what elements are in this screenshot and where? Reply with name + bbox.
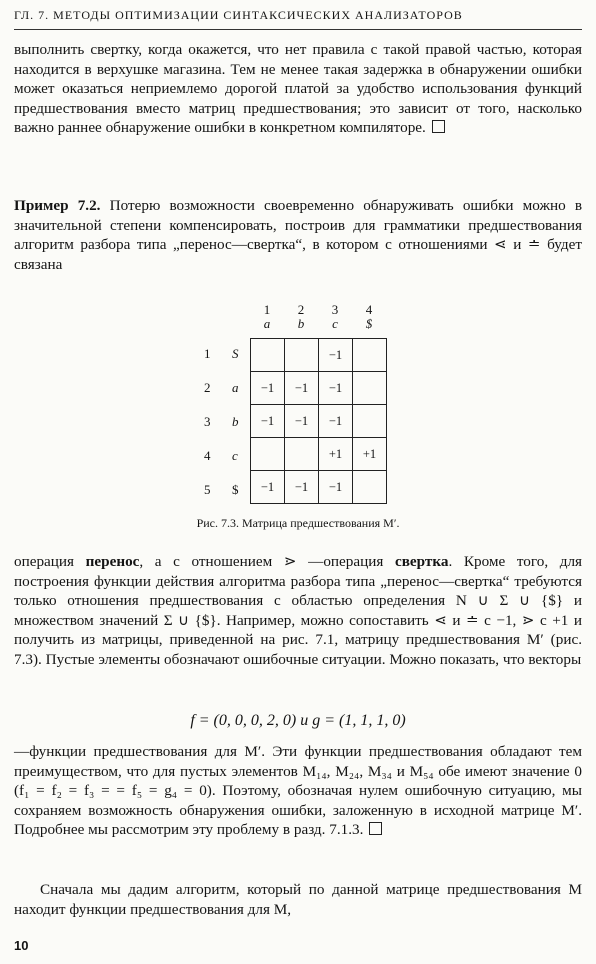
paragraph-3-text-c: , а с отношением ⋗ —операция [139, 553, 384, 570]
row-number: 2 [204, 380, 211, 395]
page-number: 10 [14, 938, 29, 953]
matrix-cell [353, 471, 387, 504]
matrix-cell [285, 339, 319, 372]
end-of-proof-icon [369, 822, 382, 835]
column-number: 1 [263, 302, 271, 317]
paragraph-1 [14, 40, 582, 138]
matrix-row [251, 471, 387, 504]
row-number: 5 [204, 482, 211, 497]
matrix-cell [353, 405, 387, 438]
matrix-column-symbols [0, 316, 596, 334]
matrix-cell: +1 [353, 438, 387, 471]
figure-caption: Рис. 7.3. Матрица предшествования M′. [196, 516, 400, 530]
paragraph-4-text: —функции предшествования для M′. Эти функции предшествования обладают тем преимуществом, что для пустых элементов M₁₄, M₂₄, M₃₄ и M₅₄ обе имеют значение 0 (f₁ = f₂ = f₃ = = f₅ = g₄ = 0). Поэтому, обозначая нулем ошибочную ситуацию, мы сохраняем возможность обнаружения ошибки, заложенную в исходной матрице M′. Подробнее мы рассмотрим эту проблему в разд. 7.1.3. [14, 743, 582, 839]
matrix-cell: −1 [285, 405, 319, 438]
term-reduce: свертка [394, 553, 449, 570]
paragraph-1-text: выполнить свертку, когда окажется, что нет правила с такой правой частью, которая находится в верхушке магазина. Тем не менее такая задержка в обнаружении ошибки может оказаться неприемлемо дорогой платой за удобство использования функций предшествования вместо матриц предшествования; это зависит от того, насколько важно раннее обнаружение ошибки в конкретном компиляторе. [14, 41, 582, 137]
matrix-cell: −1 [319, 405, 353, 438]
matrix-cell [353, 372, 387, 405]
matrix-row [251, 372, 387, 405]
example-text: Потерю возможности своевременно обнаруживать ошибки можно в значительной степени компенсировать, построив для грамматики предшествования алгоритм разбора типа „перенос—свертка“, в котором с отношениями ⋖ и ≐ будет связана [14, 197, 582, 273]
matrix-cell: −1 [285, 372, 319, 405]
column-symbol: c [332, 316, 338, 331]
matrix-row [251, 339, 387, 372]
matrix-cell: −1 [319, 339, 353, 372]
paragraph-5 [14, 880, 582, 919]
matrix-row [251, 438, 387, 471]
matrix-cell: −1 [285, 471, 319, 504]
row-symbol: S [232, 346, 239, 361]
row-number: 1 [204, 346, 211, 361]
matrix-cell: −1 [251, 471, 285, 504]
row-symbol: a [232, 380, 239, 395]
precedence-matrix [250, 338, 387, 504]
matrix-cell: +1 [319, 438, 353, 471]
matrix-cell: −1 [319, 372, 353, 405]
paragraph-3 [14, 552, 582, 670]
matrix-cell: −1 [251, 372, 285, 405]
row-symbol: b [232, 414, 239, 429]
column-symbol: b [297, 316, 305, 331]
row-symbol: c [232, 448, 238, 463]
row-number: 4 [204, 448, 211, 463]
column-number: 4 [365, 302, 373, 317]
matrix-row [251, 405, 387, 438]
paragraph-3-text-a: операция [14, 553, 75, 570]
column-symbol: $ [365, 316, 373, 331]
example-label: Пример 7.2. [14, 197, 101, 214]
matrix-cell [251, 438, 285, 471]
term-shift: перенос [85, 553, 140, 570]
paragraph-4 [14, 742, 582, 840]
column-number: 2 [297, 302, 305, 317]
paragraph-3-text-e: . Кроме того, для построения функции действия алгоритма разбора типа „перенос—свертка“ требуются только отношения предшествования с областью определения N ∪ Σ ∪ {$} и множеством значений Σ ∪ {$}. Например, можно сопоставить ⋖ и ≐ с −1, ⋗ с +1 и получить из матрицы, приведенной на рис. 7.1, матрицу предшествования M′ (рис. 7.3). Пустые элементы обозначают ошибочные ситуации. Можно показать, что векторы [14, 553, 583, 668]
running-header: ГЛ. 7. МЕТОДЫ ОПТИМИЗАЦИИ СИНТАКСИЧЕСКИХ АНАЛИЗАТОРОВ [14, 8, 582, 30]
row-symbol: $ [232, 482, 239, 497]
column-number: 3 [331, 302, 339, 317]
paragraph-5-text: Сначала мы дадим алгоритм, который по данной матрице предшествования M находит функции предшествования для M, [14, 881, 582, 918]
column-symbol: a [263, 316, 271, 331]
end-of-proof-icon [432, 120, 445, 133]
matrix-cell [285, 438, 319, 471]
matrix-cell [353, 339, 387, 372]
example-paragraph [14, 196, 582, 274]
matrix-cell [251, 339, 285, 372]
row-number: 3 [204, 414, 211, 429]
matrix-cell: −1 [251, 405, 285, 438]
matrix-cell: −1 [319, 471, 353, 504]
vectors-formula: f = (0, 0, 0, 2, 0) и g = (1, 1, 1, 0) [190, 712, 406, 729]
